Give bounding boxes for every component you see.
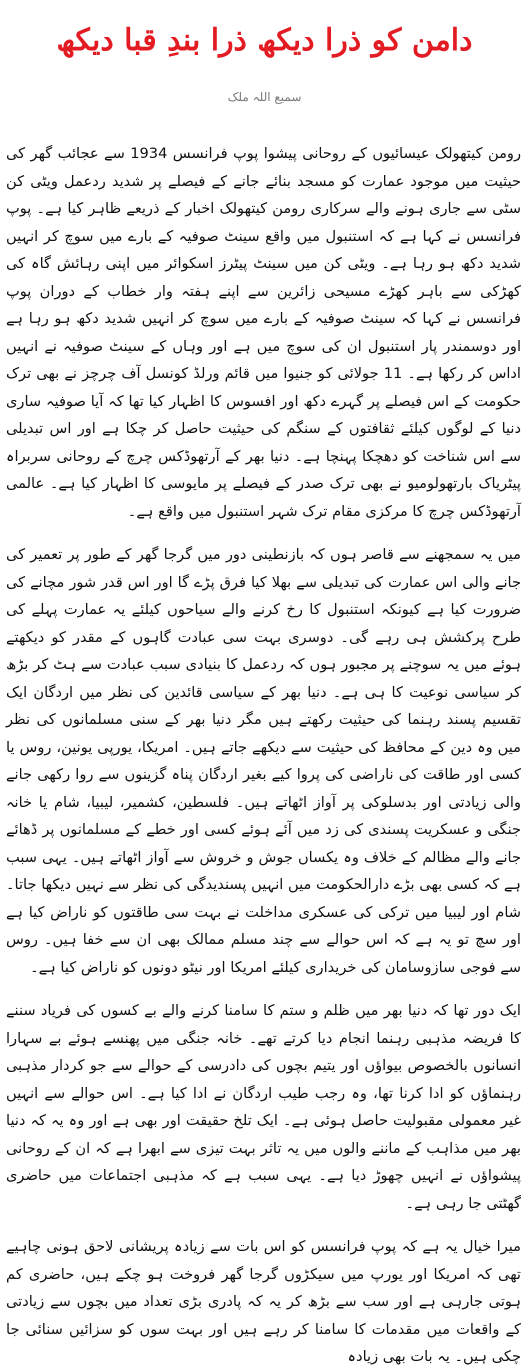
author-byline: سمیع اللہ ملک xyxy=(227,90,302,104)
paragraph-2: میں یہ سمجھنے سے قاصر ہوں کہ بازنطینی دور میں گرجا گھر کے طور پر تعمیر کی جانے والی اس عمارت کی تبدیلی سے بھلا کیا فرق پڑے گا اور اس قدر شور مچانے کی ضرورت کیا ہے کیونکہ استنبول کا رخ کرنے والے سیاحوں کیلئے یہ عمارت پہلے کی طرح پرکشش ہی رہے گی۔ دوسری بہت سی عبادت گاہوں کے مقدر کو دیکھتے ہوئے میں یہ سوچنے پر مجبور ہوں کہ ردعمل کا بنیادی سبب عبادت سے ہٹ کر بڑھ کر سیاسی نوعیت کا ہی ہے۔ دنیا بھر کے سیاسی قائدین کی نظر میں اردگان ایک تقسیم پسند رہنما کی حیثیت رکھتے ہیں مگر دنیا بھر کے سنی مسلمانوں کی نظر میں وہ دین کے محافظ کی حیثیت سے دیکھے جاتے ہیں۔ امریکا، یورپی یونین، روس یا کسی اور طاقت کی ناراضی کی پروا کیے بغیر اردگان پناہ گزینوں سے روا رکھی جانے والی زیادتی اور بدسلوکی پر آواز اٹھاتے ہیں۔ فلسطین، کشمیر، لیبیا، شام یا خانہ جنگی و عسکریت پسندی کی زد میں آئے ہوئے کسی اور خطے کے مسلمانوں پر ڈھائے جانے والے مظالم کے خلاف وہ یکساں جوش و خروش سے آواز اٹھاتے ہیں۔ یہی سبب ہے کہ کسی بھی بڑے دارالحکومت میں انہیں پسندیدگی کی نظر سے نہیں دیکھا جاتا۔ شام اور لیبیا میں ترکی کی عسکری مداخلت نے بہت سی طاقتوں کو ناراض کیا ہے اور سچ تو یہ ہے کہ اس حوالے سے چند مسلم ممالک بھی ان سے خفا ہیں۔ روس سے فوجی سازوسامان کی خریداری کیلئے امریکا اور نیٹو دونوں کو ناراض کیا ہے۔ xyxy=(6,546,521,976)
article-body xyxy=(6,140,521,1365)
paragraph-1: رومن کیتھولک عیسائیوں کے روحانی پیشوا پوپ فرانسس 1934 سے عجائب گھر کی حیثیت میں موجود عمارت کو مسجد بنائے جانے کے فیصلے پر شدید ردعمل ویٹی کن سٹی سے جاری ہونے والے سرکاری رومن کیتھولک اخبار کے ذریعے ظاہر کیا ہے۔ پوپ فرانسس نے کہا ہے کہ استنبول میں واقع سینٹ صوفیہ کے بارے میں سوچ کر انہیں شدید دکھ ہو رہا ہے۔ ویٹی کن میں سینٹ پیٹرز اسکوائر میں اپنی رہائش گاہ کی کھڑکی سے باہر کھڑے مسیحی زائرین سے اپنے ہفتہ وار خطاب کے دوران پوپ فرانسس نے کہا کہ سینٹ صوفیہ کے بارے میں سوچ کر انہیں شدید دکھ ہو رہا ہے اور دوسمندر پار استنبول ان کی سوچ میں ہے اور وہاں کے سینٹ صوفیہ نے انہیں اداس کر رکھا ہے۔ 11 جولائی کو جنیوا میں قائم ورلڈ کونسل آف چرچز نے بھی ترک حکومت کے اس فیصلے پر گہرے دکھ اور افسوس کا اظہار کیا تھا کہ آیا صوفیہ ساری دنیا کے لوگوں کیلئے ثقافتوں کے سنگم کی حیثیت حاصل کر چکا ہے اور اس تبدیلی سے اس شناخت کو دھچکا پہنچا ہے۔ دنیا بھر کے آرتھوڈکس چرچ کے روحانی سربراہ پیٹریاک بارتھولومیو نے بھی ترک صدر کے فیصلے پر مایوسی کا اظہار کیا ہے۔ عالمی آرتھوڈکس چرچ کا مرکزی مقام ترک شہر استنبول میں واقع ہے۔ xyxy=(6,145,521,520)
paragraph-4: میرا خیال یہ ہے کہ پوپ فرانسس کو اس بات سے زیادہ پریشانی لاحق ہونی چاہیے تھی کہ امریکا اور یورپ میں سیکڑوں گرجا گھر فروخت ہو چکے ہیں، حاضری کم ہوتی جارہی ہے اور سب سے بڑھ کر یہ کہ پادری بڑی تعداد میں بچوں سے زیادتی کے واقعات میں مقدمات کا سامنا کر رہے ہیں اور بہت سوں کو سزائیں سنائی جا چکی ہیں۔ یہ بات بھی زیادہ xyxy=(6,1238,521,1365)
paragraph-3: ایک دور تھا کہ دنیا بھر میں ظلم و ستم کا سامنا کرنے والے بے کسوں کی فریاد سننے کا فریضہ مذہبی رہنما انجام دیا کرتے تھے۔ خانہ جنگی میں پھنسے ہوئے بے سہارا انسانوں بالخصوص بیواؤں اور یتیم بچوں کی دادرسی کے حوالے سے جو کردار مذہبی رہنماؤں کو ادا کرنا تھا، وہ رجب طیب اردگان نے ادا کیا ہے۔ اس حوالے سے انہیں غیر معمولی مقبولیت حاصل ہوئی ہے۔ ایک تلخ حقیقت اور بھی ہے اور وہ یہ کہ دنیا بھر میں مذاہب کے ماننے والوں میں یہ تاثر بہت تیزی سے ابھرا ہے کہ ان کے روحانی پیشواؤں نے انہیں چھوڑ دیا ہے۔ یہی سبب ہے کہ مذہبی اجتماعات میں حاضری گھٹتی جا رہی ہے۔ xyxy=(6,1002,521,1212)
article-title: دامن کو ذرا دیکھ ذرا بندِ قبا دیکھ xyxy=(56,23,473,58)
